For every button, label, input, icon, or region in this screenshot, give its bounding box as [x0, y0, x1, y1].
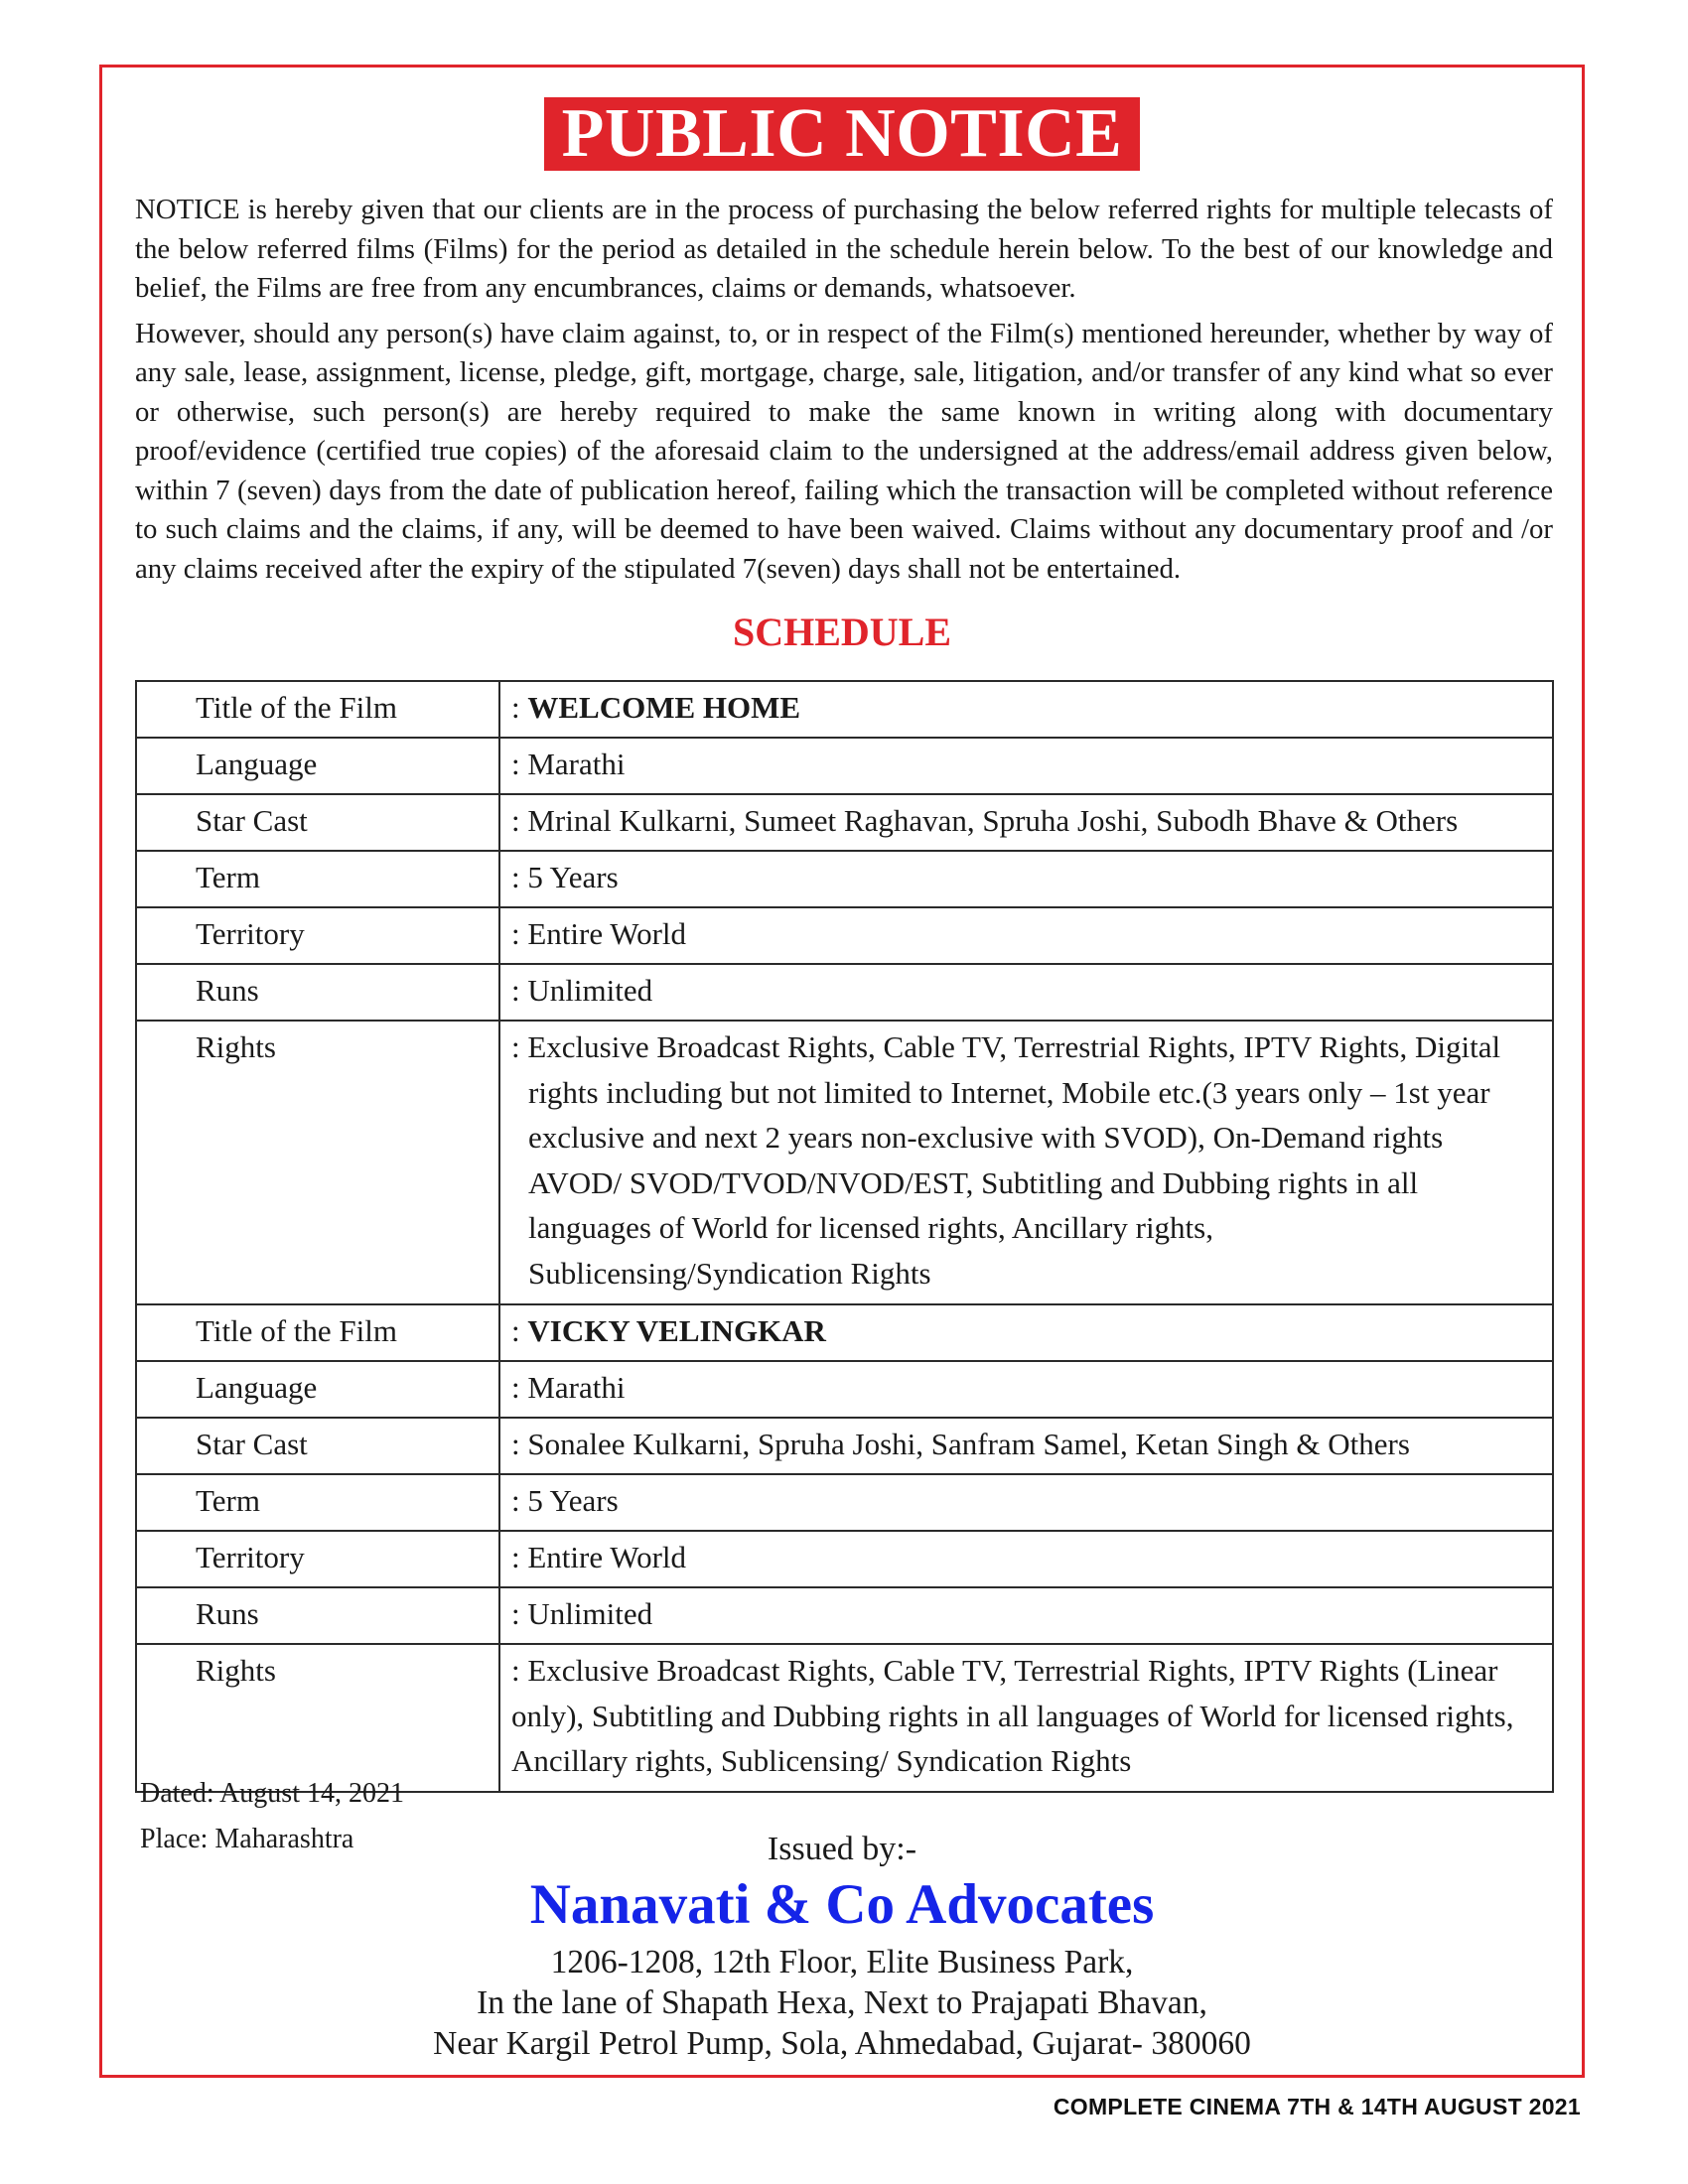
- label-star-cast: Star Cast: [136, 1418, 499, 1474]
- label-title: Title of the Film: [136, 681, 499, 738]
- rights-line: exclusive and next 2 years non-exclusive with SVOD), On-Demand rights: [528, 1120, 1444, 1155]
- label-title: Title of the Film: [136, 1304, 499, 1361]
- label-language: Language: [136, 738, 499, 794]
- film-title-cell: : WELCOME HOME: [499, 681, 1553, 738]
- table-row: [136, 1361, 1553, 1418]
- firm-name: Nanavati & Co Advocates: [529, 1873, 1155, 1936]
- table-row: [136, 1587, 1553, 1644]
- film-territory: : Entire World: [499, 907, 1553, 964]
- rights-line: : Exclusive Broadcast Rights, Cable TV, Terrestrial Rights, IPTV Rights (Linear: [511, 1653, 1498, 1688]
- film-territory: : Entire World: [499, 1531, 1553, 1587]
- label-language: Language: [136, 1361, 499, 1418]
- film-runs: : Unlimited: [499, 1587, 1553, 1644]
- table-row: [136, 794, 1553, 851]
- film-title-cell: : VICKY VELINGKAR: [499, 1304, 1553, 1361]
- notice-title: PUBLIC NOTICE: [544, 97, 1141, 171]
- film-runs: : Unlimited: [499, 964, 1553, 1021]
- label-territory: Territory: [136, 907, 499, 964]
- notice-body: [135, 191, 1553, 595]
- table-row: [136, 681, 1553, 738]
- film-term: : 5 Years: [499, 851, 1553, 907]
- film-language: : Marathi: [499, 738, 1553, 794]
- issued-by: Issued by:-: [767, 1831, 917, 1867]
- address-line: Near Kargil Petrol Pump, Sola, Ahmedabad, Gujarat- 380060: [433, 2025, 1251, 2062]
- table-row: [136, 964, 1553, 1021]
- table-row: [136, 1474, 1553, 1531]
- label-star-cast: Star Cast: [136, 794, 499, 851]
- schedule-table: [135, 680, 1554, 1793]
- title-wrap: [102, 97, 1582, 171]
- notice-paragraph-1: NOTICE is hereby given that our clients are in the process of purchasing the below referred rights for multiple telecasts of the below referred films (Films) for the period as detailed in the schedule herein below. To the best of our knowledge and belief, the Films are free from any encumbrances, claims or demands, whatsoever.: [135, 194, 1553, 304]
- table-row: [136, 1304, 1553, 1361]
- schedule-heading: SCHEDULE: [732, 610, 952, 654]
- film-title: WELCOME HOME: [527, 690, 801, 725]
- table-row: [136, 851, 1553, 907]
- rights-line: : Exclusive Broadcast Rights, Cable TV, Terrestrial Rights, IPTV Rights, Digital: [511, 1029, 1501, 1064]
- label-runs: Runs: [136, 1587, 499, 1644]
- table-row: [136, 907, 1553, 964]
- rights-line: languages of World for licensed rights, Ancillary rights,: [528, 1210, 1213, 1245]
- rights-line: Sublicensing/Syndication Rights: [528, 1255, 931, 1291]
- dated-line: Dated: August 14, 2021: [140, 1778, 404, 1809]
- film-rights: [499, 1644, 1553, 1792]
- publication-footer: COMPLETE CINEMA 7TH & 14TH AUGUST 2021: [1053, 2094, 1581, 2119]
- table-row: [136, 1021, 1553, 1304]
- place-line: Place: Maharashtra: [140, 1824, 354, 1854]
- table-row: [136, 1418, 1553, 1474]
- label-territory: Territory: [136, 1531, 499, 1587]
- film-star-cast: : Mrinal Kulkarni, Sumeet Raghavan, Spruha Joshi, Subodh Bhave & Others: [499, 794, 1553, 851]
- notice-paragraph-2: However, should any person(s) have claim against, to, or in respect of the Film(s) mentioned hereunder, whether by way of any sale, lease, assignment, license, pledge, gift, mortgage, charge, sale, litigation, and/or transfer of any kind what so ever or otherwise, such person(s) are hereby required to make the same known in writing along with documentary proof/evidence (certified true copies) of the aforesaid claim to the undersigned at the address/email address given below, within 7 (seven) days from the date of publication hereof, failing which the transaction will be completed without reference to such claims and the claims, if any, will be deemed to have been waived. Claims without any documentary proof and /or any claims received after the expiry of the stipulated 7(seven) days shall not be entertained.: [135, 317, 1553, 585]
- rights-line: only), Subtitling and Dubbing rights in all languages of World for licensed rights,: [511, 1698, 1514, 1733]
- rights-line: AVOD/ SVOD/TVOD/NVOD/EST, Subtitling and Dubbing rights in all: [528, 1164, 1419, 1200]
- film-rights: [499, 1021, 1553, 1304]
- label-term: Term: [136, 1474, 499, 1531]
- label-rights: Rights: [136, 1644, 499, 1792]
- rights-line: rights including but not limited to Internet, Mobile etc.(3 years only – 1st year: [528, 1074, 1490, 1110]
- film-language: : Marathi: [499, 1361, 1553, 1418]
- table-row: [136, 1644, 1553, 1792]
- table-row: [136, 738, 1553, 794]
- label-term: Term: [136, 851, 499, 907]
- notice-frame: [99, 65, 1585, 2078]
- address-line: In the lane of Shapath Hexa, Next to Prajapati Bhavan,: [477, 1984, 1207, 2021]
- film-term: : 5 Years: [499, 1474, 1553, 1531]
- label-rights: Rights: [136, 1021, 499, 1304]
- firm-address: [102, 1942, 1582, 2064]
- label-runs: Runs: [136, 964, 499, 1021]
- table-row: [136, 1531, 1553, 1587]
- film-star-cast: : Sonalee Kulkarni, Spruha Joshi, Sanfram Samel, Ketan Singh & Others: [499, 1418, 1553, 1474]
- film-title: VICKY VELINGKAR: [527, 1313, 826, 1348]
- rights-line: Ancillary rights, Sublicensing/ Syndication Rights: [511, 1743, 1132, 1778]
- address-line: 1206-1208, 12th Floor, Elite Business Park,: [550, 1944, 1134, 1980]
